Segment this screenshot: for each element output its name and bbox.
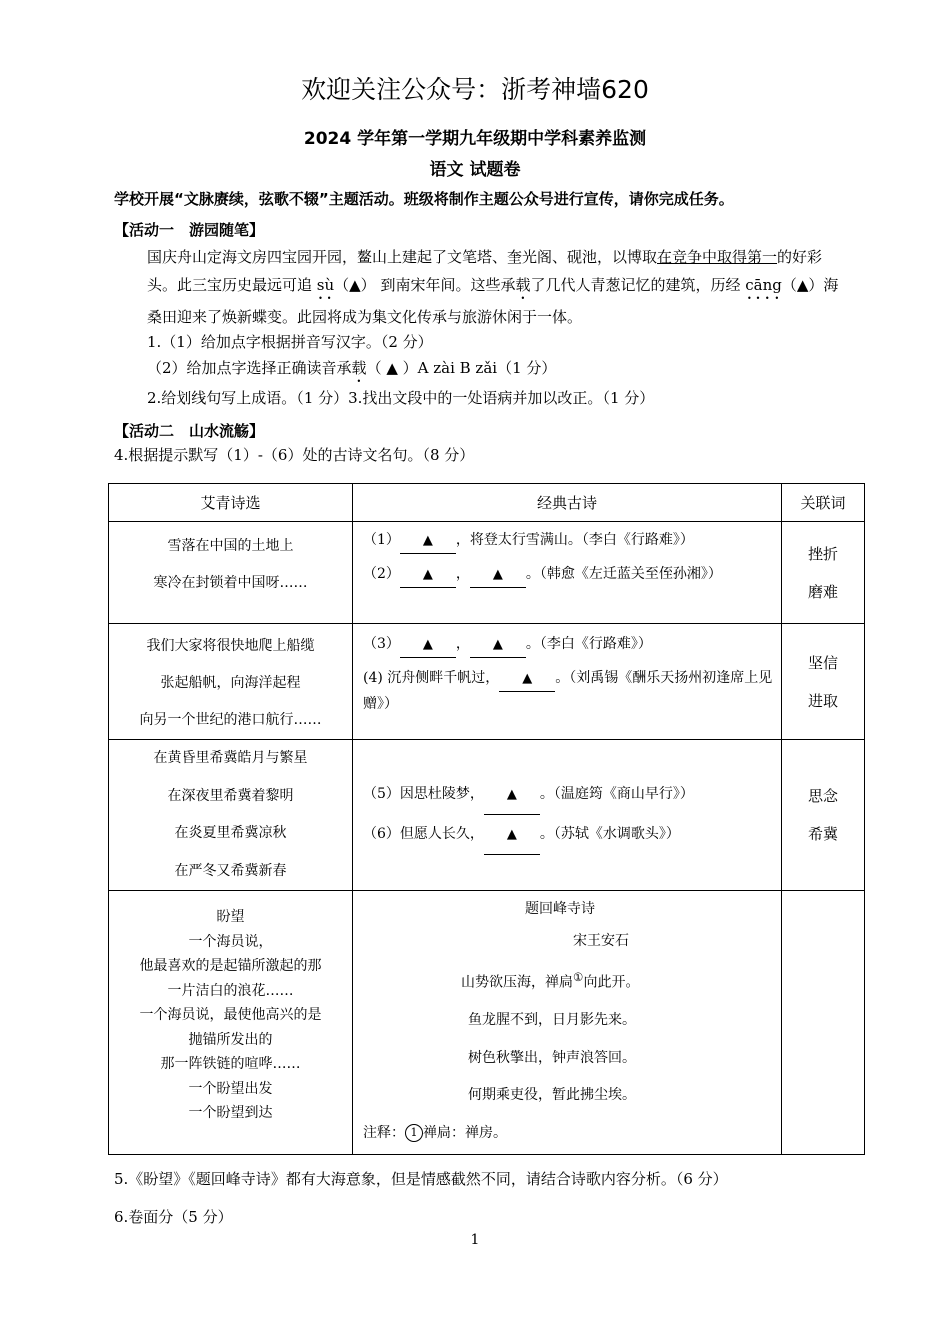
row1-classic: （1） ▲ ，将登太行雪满山。（李白《行路难》） （2） ▲ ， ▲ 。（韩愈《左迁蓝关至侄孙湘》） (353, 522, 782, 624)
row4-classic-poem: 题回峰寺诗 宋王安石 山势欲压海，禅扃①向此开。 鱼龙腥不到，日月影先来。 树色秋擎出，钟声浪答回。 何期乘吏役，暂此拂尘埃。 注释： 1 禅扃：禅房。 (353, 891, 782, 1155)
intro-text: 学校开展“文脉赓续，弦歌不辍”主题活动。班级将制作主题公众号进行宣传，请你完成任务。 (114, 190, 734, 208)
blank-6[interactable]: ▲ (484, 816, 540, 855)
activity2-heading: 【活动二 山水流觞】 (114, 422, 265, 440)
blank-3b[interactable]: ▲ (470, 633, 526, 658)
row2-keyword: 坚信 进取 (782, 624, 865, 740)
row3-classic: （5）因思杜陵梦， ▲ 。（温庭筠《商山早行》） （6）但愿人长久， ▲ 。（苏轼《水调歌头》） (353, 740, 782, 891)
classic-author: 宋王安石 (573, 933, 629, 949)
pinyin-cang: cāng (745, 276, 782, 294)
header-aiqing: 艾青诗选 (109, 484, 353, 522)
row4-keyword-empty (782, 891, 865, 1155)
pinyin-su: sù (316, 276, 335, 294)
banner: 欢迎关注公众号：浙考神墙620 (301, 75, 649, 104)
classic-title: 题回峰寺诗 (525, 901, 595, 917)
exam-subtitle: 语文 试题卷 (429, 160, 521, 180)
question-4: 4.根据提示默写（1）-（6）处的古诗文名句。（8 分） (114, 446, 475, 464)
row1-poem: 雪落在中国的土地上 寒冷在封锁着中国呀…… (109, 522, 353, 624)
activity1-passage: 国庆舟山定海文房四宝园开园，鳌山上建起了文笔塔、奎光阁、砚池，以博取在竞争中取得第一的好彩头。此三宝历史最远可追 sù（▲） 到南宋年间。这些承载了几代人青葱记忆的建筑，历经 cāng（▲）海桑田迎来了焕新蝶变。此园将成为集文化传承与旅游休闲于一体。 (147, 248, 839, 326)
question-5: 5.《盼望》《题回峰寺诗》都有大海意象，但是情感截然不同，请结合诗歌内容分析。（6 分） (114, 1170, 728, 1188)
row2-poem: 我们大家将很快地爬上船缆 张起船帆，向海洋起程 向另一个世纪的港口航行…… (109, 624, 353, 740)
row3-keyword: 思念 希冀 (782, 740, 865, 891)
question-2-3: 2.给划线句写上成语。（1 分）3.找出文段中的一处语病并加以改正。（1 分） (147, 389, 655, 407)
poem-table (108, 483, 865, 1155)
row2-classic: （3） ▲ ， ▲ 。（李白《行路难》） (4) 沉舟侧畔千帆过， ▲ 。（刘禹锡《酬乐天扬州初逢席上见赠》） (353, 624, 782, 740)
underlined-sentence: 在竞争中取得第一 (657, 248, 778, 266)
question-6: 6.卷面分（5 分） (114, 1208, 233, 1226)
row1-keyword: 挫折 磨难 (782, 522, 865, 624)
page-number: 1 (470, 1232, 480, 1248)
question-1-1: 1.（1）给加点字根据拼音写汉字。（2 分） (147, 333, 433, 351)
blank-5[interactable]: ▲ (484, 776, 540, 815)
exam-title: 2024 学年第一学期九年级期中学科素养监测 (303, 129, 647, 149)
question-1-2: （2）给加点字选择正确读音承载（ ▲ ）A zài B zǎi（1 分） (147, 359, 557, 377)
row3-poem: 在黄昏里希冀皓月与繁星 在深夜里希冀着黎明 在炎夏里希冀凉秋 在严冬又希冀新春 (109, 740, 353, 891)
row4-poem-panwang: 盼望 一个海员说， 他最喜欢的是起锚所激起的那 一片洁白的浪花…… 一个海员说，最使他高兴的是 抛锚所发出的 那一阵铁链的喧哗…… 一个盼望出发 一个盼望到达 (109, 891, 353, 1155)
header-classic: 经典古诗 (353, 484, 782, 522)
blank-4[interactable]: ▲ (499, 667, 555, 692)
header-keyword: 关联词 (782, 484, 865, 522)
dotted-char: 载 (515, 276, 531, 294)
activity1-heading: 【活动一 游园随笔】 (114, 221, 265, 239)
blank-2a[interactable]: ▲ (400, 563, 456, 588)
blank-1[interactable]: ▲ (400, 529, 456, 554)
blank-3a[interactable]: ▲ (400, 633, 456, 658)
classic-note: 注释： 1 禅扃：禅房。 (363, 1124, 507, 1141)
blank-2b[interactable]: ▲ (470, 563, 526, 588)
